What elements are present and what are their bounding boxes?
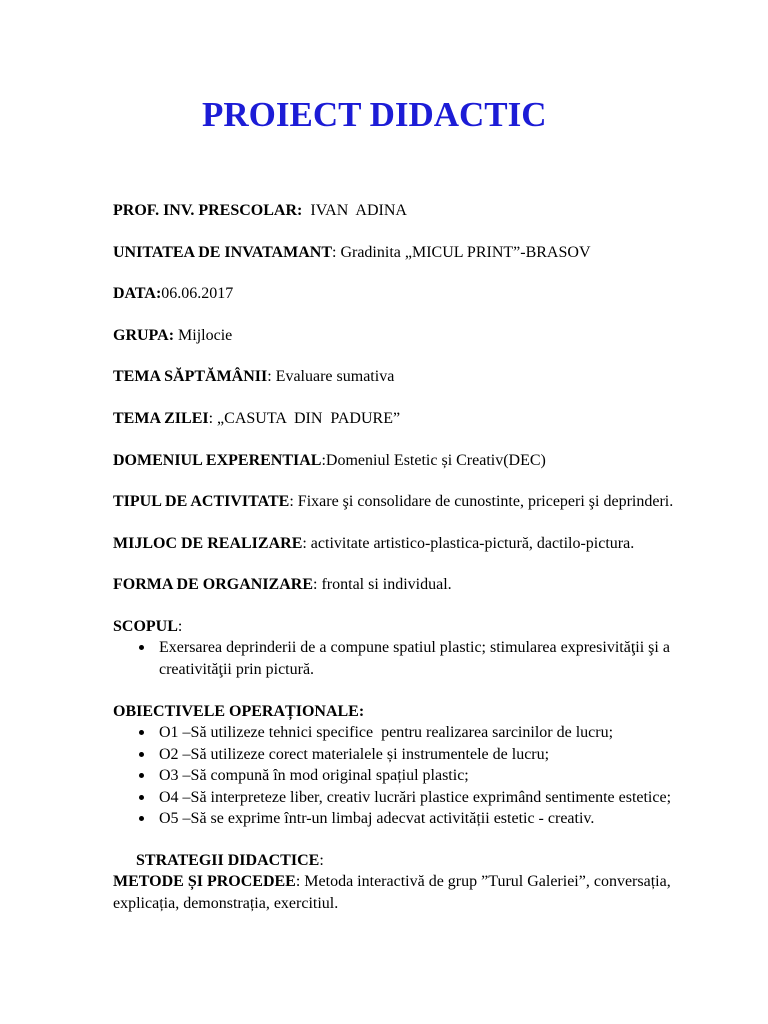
field-value: Mijlocie: [174, 326, 233, 344]
section-label: METODE ȘI PROCEDEE: [113, 873, 296, 891]
list-item: [159, 744, 740, 766]
section-suffix: :: [319, 851, 324, 869]
bullet-icon: [139, 730, 144, 735]
list-item: [159, 765, 740, 787]
field-tema-zilei: [113, 408, 740, 430]
field-label: MIJLOC DE REALIZARE: [113, 534, 303, 552]
section-scopul-heading: [113, 616, 740, 638]
field-value: : „CASUTA DIN PADURE”: [208, 409, 401, 427]
list-item-text: O3 –Să compună în mod original spațiul plastic;: [159, 767, 469, 785]
document-title: PROIECT DIDACTIC: [202, 95, 547, 134]
field-value: :Domeniul Estetic și Creativ(DEC): [321, 451, 546, 469]
field-value: 06.06.2017: [161, 285, 234, 303]
list-item-text: Exersarea deprinderii de a compune spatiul plastic; stimularea expresivităţii şi a creativităţii prin pictură.: [159, 639, 674, 678]
field-tema-saptamanii: [113, 366, 740, 388]
list-item: [159, 787, 740, 809]
section-suffix: :: [177, 617, 183, 635]
bullet-icon: [139, 752, 144, 757]
field-value: : activitate artistico-plastica-pictură, dactilo-pictura.: [302, 534, 635, 552]
document-body: [113, 200, 740, 914]
field-data: [113, 283, 740, 305]
field-label: GRUPA:: [113, 326, 175, 344]
field-label: DOMENIUL EXPERENTIAL: [113, 451, 322, 469]
field-label: TEMA SĂPTĂMÂNII: [113, 368, 268, 386]
list-item-text: O2 –Să utilizeze corect materialele și instrumentele de lucru;: [159, 745, 550, 763]
section-label: STRATEGII DIDACTICE: [136, 851, 320, 869]
field-domeniul: [113, 450, 740, 472]
field-label: DATA:: [113, 285, 162, 303]
section-obiective-heading: [113, 701, 740, 723]
obiective-list: [113, 722, 740, 830]
list-item-text: O4 –Să interpreteze liber, creativ lucrări plastice exprimând sentimente estetice;: [159, 788, 672, 806]
field-forma-organizare: [113, 574, 740, 596]
bullet-icon: [139, 816, 144, 821]
field-label: PROF. INV. PRESCOLAR:: [113, 202, 303, 219]
section-label: OBIECTIVELE OPERAȚIONALE:: [113, 702, 365, 720]
section-metode: [113, 871, 740, 914]
list-item-text: O5 –Să se exprime într-un limbaj adecvat activității estetic - creativ.: [159, 810, 595, 828]
section-strategii-heading: [113, 850, 740, 872]
field-value: : Gradinita „MICUL PRINT”-BRASOV: [332, 243, 591, 261]
list-item: [159, 808, 740, 830]
field-value: : Evaluare sumativa: [267, 368, 395, 386]
list-item-text: O1 –Să utilizeze tehnici specifice pentru realizarea sarcinilor de lucru;: [159, 724, 614, 742]
field-label: UNITATEA DE INVATAMANT: [113, 243, 332, 261]
list-item: [159, 722, 740, 744]
bullet-icon: [139, 795, 144, 800]
field-tipul-activitate: [113, 491, 740, 513]
scopul-list: [113, 637, 740, 680]
field-value: IVAN ADINA: [302, 202, 407, 219]
section-value: : Metoda interactivă de grup ”Turul Galeriei”, conversația, explicația, demonstrația, exercitiul.: [113, 873, 675, 912]
field-label: TIPUL DE ACTIVITATE: [113, 493, 290, 511]
field-unitate: [113, 242, 740, 264]
list-item: [159, 637, 740, 680]
field-value: : frontal si individual.: [313, 576, 452, 594]
bullet-icon: [139, 645, 144, 650]
field-value: : Fixare şi consolidare de cunostinte, priceperi şi deprinderi.: [289, 493, 674, 511]
field-prof: [113, 200, 740, 222]
section-label: SCOPUL: [113, 617, 178, 635]
field-label: FORMA DE ORGANIZARE: [113, 576, 314, 594]
field-mijloc-realizare: [113, 533, 740, 555]
bullet-icon: [139, 773, 144, 778]
field-grupa: [113, 325, 740, 347]
field-label: TEMA ZILEI: [113, 409, 209, 427]
